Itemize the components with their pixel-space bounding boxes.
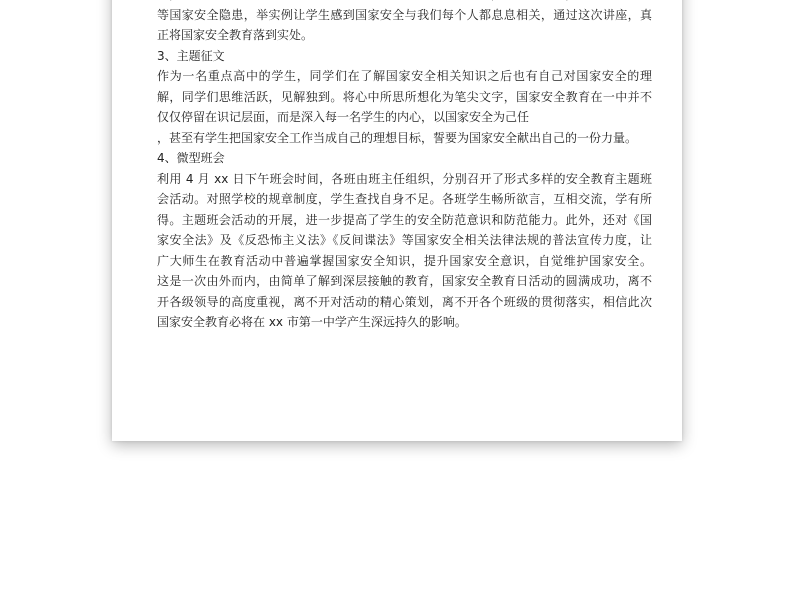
text-line: 家安全法》及《反恐怖主义法》《反间谍法》等国家安全相关法律法规的普法宣传力度，让	[157, 233, 652, 247]
section-heading: 4、微型班会	[157, 151, 225, 165]
text-line: 仅仅停留在识记层面，而是深入每一名学生的内心，以国家安全为己任	[157, 110, 530, 124]
text-line: 正将国家安全教育落到实处。	[157, 28, 314, 42]
text-line: 解，同学们思维活跃，见解独到。将心中所思所想化为笔尖文字，国家安全教育在一中并不	[157, 89, 652, 104]
text-line: 开各级领导的高度重视，离不开对活动的精心策划，离不开各个班级的贯彻落实，相信此次	[157, 294, 652, 309]
text-line	[157, 0, 652, 5]
text-line: 等国家安全隐患，举实例让学生感到国家安全与我们每个人都息息相关，通过这次讲座，真	[157, 7, 652, 22]
text-line: ，甚至有学生把国家安全工作当成自己的理想目标，誓要为国家安全献出自己的一份力量。	[157, 130, 638, 145]
text-line: 得。主题班会活动的开展，进一步提高了学生的安全防范意识和防范能力。此外，还对《国	[157, 212, 652, 227]
text-line: 这是一次由外而内，由简单了解到深层接触的教育，国家安全教育日活动的圆满成功，离不	[157, 274, 652, 288]
section-heading: 3、主题征文	[157, 48, 225, 63]
text-line: 广大师生在教育活动中普遍掌握国家安全知识，提升国家安全意识，自觉维护国家安全。	[157, 253, 652, 268]
text-line: 利用 4 月 xx 日下午班会时间，各班由班主任组织，分别召开了形式多样的安全教育主题班	[157, 171, 652, 186]
document-page	[112, 0, 682, 441]
text-line: 国家安全教育必将在 xx 市第一中学产生深远持久的影响。	[157, 315, 467, 329]
text-line: 会活动。对照学校的规章制度，学生查找自身不足。各班学生畅所欲言，互相交流，学有所	[157, 192, 652, 206]
text-line: 作为一名重点高中的学生，同学们在了解国家安全相关知识之后也有自己对国家安全的理	[157, 69, 652, 83]
document-body	[157, 0, 652, 333]
